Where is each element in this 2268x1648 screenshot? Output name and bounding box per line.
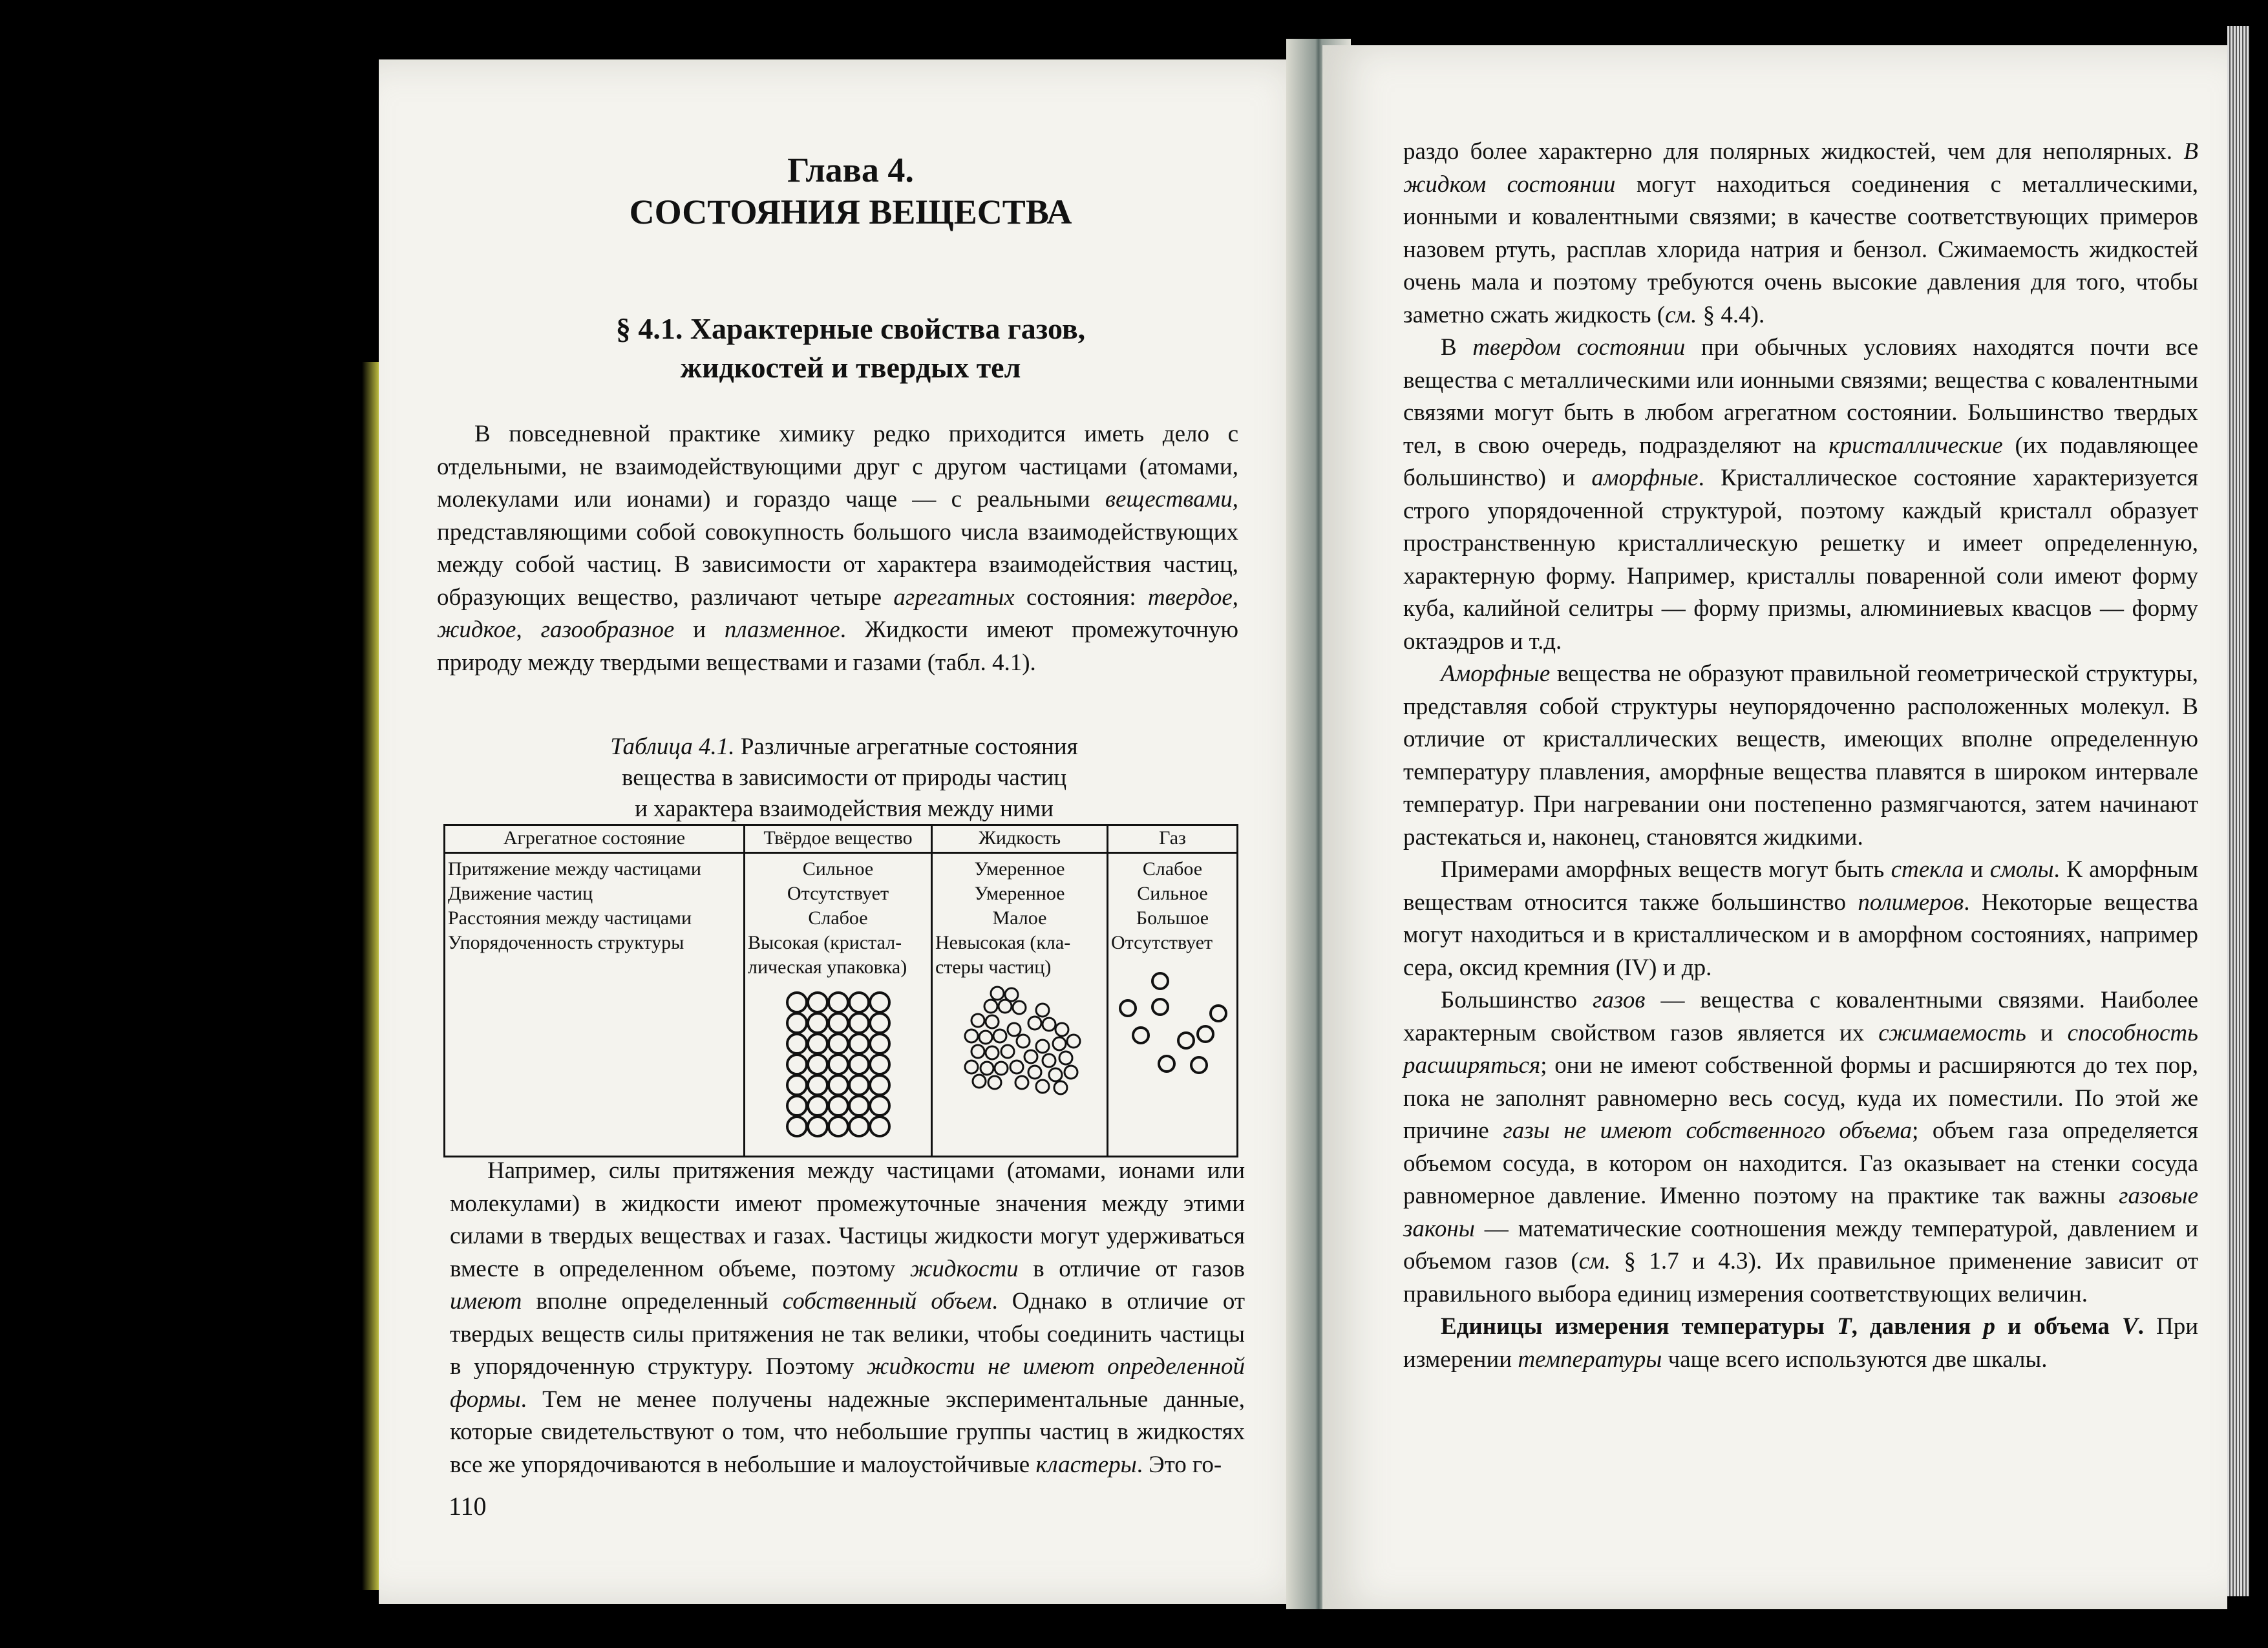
paragraph-solid-state: В твердом состоянии при обычных условиях находятся почти все вещества с металлическими или ионными связями; вещества с ковалентными связями могут быть в любом агрегатном состоянии. Большинство твердых тел, в свою очередь, подразделяют на кристаллические (их подавляющее большинство) и аморфные. Кристаллическое состояние характеризуется строго упорядоченной структурой, поэтому каждый кристалл образует пространственную кристаллическую решетку и имеет определенную, характерную форму. Например, кристаллы поваренной соли имеют форму куба, калийной селитры — форму призмы, алюминиевых квасцов — форму октаэдров и т.д. <box>1403 334 2198 655</box>
intro-paragraph: В повседневной практике химику редко приходится иметь дело с отдельными, не взаимодействующими друг с другом частицами (атомами, молекулами или ионами) и гораздо чаще — с реальными веществами, представляющими собой совокупность большого числа взаимодействующих между собой частиц. В зависимости от характера взаимодействия частиц, образующих вещество, различают четыре агрегатных состояния: твердое, жидкое, газообразное и плазменное. Жидкости имеют промежуточную природу между твердыми веществами и газами (табл. 4.1). <box>437 421 1239 676</box>
section-heading-line2: жидкостей и твердых тел <box>680 351 1021 384</box>
table-header-cell: Твёрдое вещество <box>763 827 913 849</box>
table-header-cell: Агрегатное состояние <box>503 827 686 849</box>
chapter-title: СОСТОЯНИЯ ВЕЩЕСТВА <box>629 193 1072 231</box>
paragraph-liquid-state: раздо более характерно для полярных жидкостей, чем для неполярных. В жидком состоянии могут находиться соединения с металлическими, ионными и ковалентными связями; в качестве соответствующих примеров назовем ртуть, расплав хлорида натрия и бензол. Сжимаемость жидкостей очень мала и поэтому требуются очень высокие давления для того, чтобы заметно сжать жидкость (см. § 4.4). <box>1403 138 2199 328</box>
table-cell-solid: Сильное Отсутствует Слабое Высокая (кристал- лическая упаковка) <box>748 858 907 978</box>
liquids-paragraph: Например, силы притяжения между частицами (атомами, ионами или молекулами) в жидкости имеют промежуточные значения между этими силами в твердых веществах и газах. Частицы жидкости могут удерживаться вместе в определенном объеме, поэтому жидкости в отличие от газов имеют вполне определенный собственный объем. Однако в отличие от твердых веществ силы притяжения не так велики, чтобы соединить частицы в упорядоченную структуру. Поэтому жидкости не имеют определенной формы. Тем не менее получены надежные экспериментальные данные, которые свидетельствуют о том, что небольшие группы частиц в жидкостях все же упорядочиваются в небольшие и малоустойчивые кластеры. Это го- <box>450 1157 1245 1478</box>
table-header-cell: Жидкость <box>978 827 1061 849</box>
table-header-cell: Газ <box>1159 827 1186 849</box>
page-number: 110 <box>449 1492 487 1521</box>
section-heading: § 4.1. Характерные свойства газов, <box>615 312 1086 345</box>
table-col-solid <box>745 826 933 1156</box>
table-col-liquid <box>933 826 1108 1156</box>
chapter-number: Глава 4. <box>787 151 914 189</box>
left-page <box>379 59 1322 1604</box>
table-cell-properties: Притяжение между частицами Движение частиц Расстояния между частицами Упорядоченность структуры <box>448 858 701 953</box>
table-cell-liquid: Умеренное Умеренное Малое Невысокая (кла- стеры частиц) <box>935 858 1071 978</box>
table-cell-gas: Слабое Сильное Большое Отсутствует <box>1111 858 1213 953</box>
solid-particles-illustration <box>784 989 900 1151</box>
paragraph-units-heading: Единицы измерения температуры T, давления p и объема V. При измерении температуры чаще всего используются две шкалы. <box>1403 1313 2198 1373</box>
table-col-gas <box>1108 826 1236 1156</box>
page-block-edge <box>2227 26 2249 1596</box>
liquid-particles-illustration <box>959 984 1088 1101</box>
table-col-property <box>445 826 745 1156</box>
right-page <box>1322 45 2227 1609</box>
right-page-text <box>1403 136 2198 1376</box>
gas-particles-illustration <box>1115 968 1231 1084</box>
paragraph-amorphous-examples: Примерами аморфных веществ могут быть стекла и смолы. К аморфным веществам относится также большинство полимеров. Некоторые вещества могут находиться и в кристаллическом и в аморфном состояниях, например сера, оксид кремния (IV) и др. <box>1403 856 2198 981</box>
paragraph-gases: Большинство газов — вещества с ковалентными связями. Наиболее характерным свойством газов является их сжимаемость и способность расширяться; они не имеют собственной формы и расширяются до тех пор, пока не заполнят равномерно весь сосуд, куда их поместили. По этой же причине газы не имеют собственного объема; объем газа определяется объемом сосуда, в котором он находится. Газ оказывает на стенки сосуда равномерное давление. Именно поэтому на практике так важны газовые законы — математические соотношения между температурой, давлением и объемом газов (см. § 1.7 и 4.3). Их правильное применение зависит от правильного выбора единиц измерения соответствующих величин. <box>1403 987 2198 1307</box>
paragraph-amorphous: Аморфные вещества не образуют правильной геометрической структуры, представляя собой структуры неупорядоченно расположенных молекул. В отличие от кристаллических веществ, имеющих вполне определенную температуру плавления, аморфные вещества плавятся в широком интервале температур. При нагревании они постепенно размягчаются, затем начинают растекаться и, наконец, становятся жидкими. <box>1403 660 2198 850</box>
states-table <box>443 824 1238 1157</box>
table-caption: Таблица 4.1. Различные агрегатные состояния вещества в зависимости от природы частиц и характера взаимодействия между ними <box>610 734 1078 822</box>
